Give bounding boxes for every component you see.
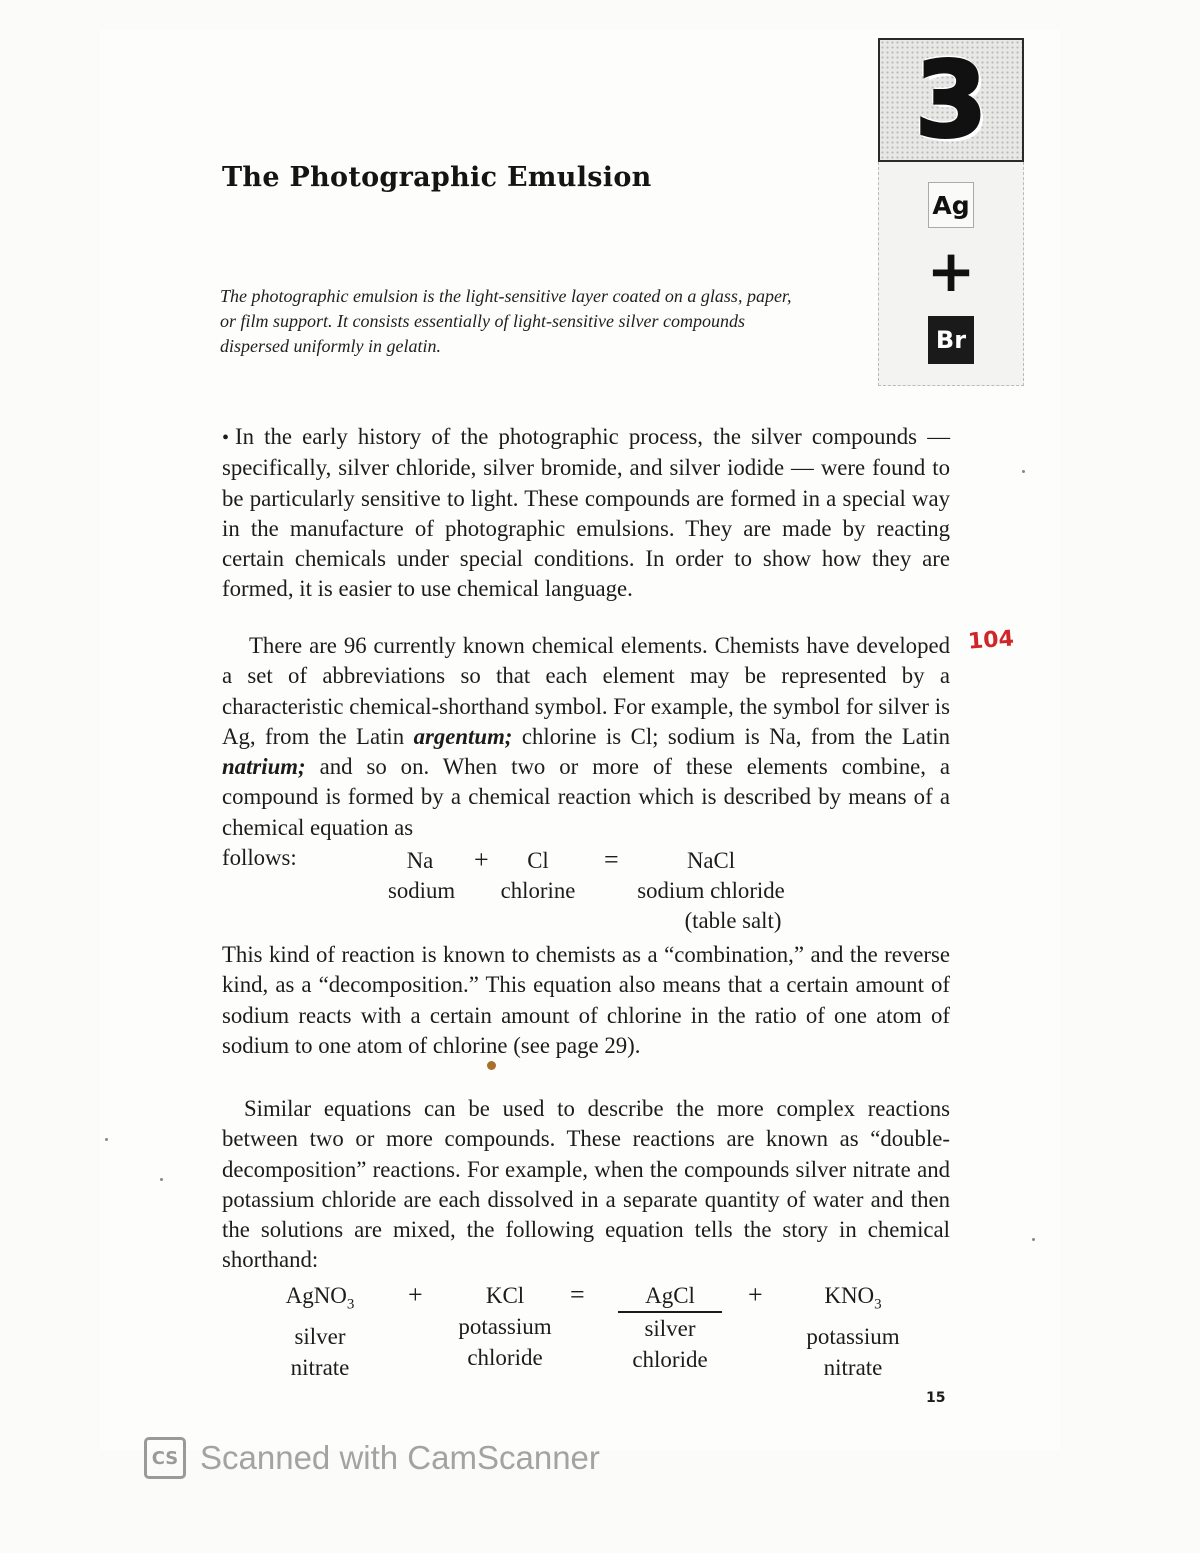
page-number: 15 [926, 1390, 946, 1406]
equation-2-reactant-1 [272, 1280, 368, 1383]
equation-2-product-1 [618, 1280, 722, 1375]
equation-1-reactant-2 [492, 846, 584, 906]
equation-2-kno3-name-2: nitrate [823, 1354, 883, 1380]
element-plus-sign: + [926, 237, 976, 305]
paragraph-3: This kind of reaction is known to chemists as a “combination,” and the reverse kind, as a “decomposition.” This equation also means that a certain amount of sodium reacts with a certain amount of chlorine in the ratio of one atom of sodium to one atom of chlorine (see page 29). [222, 942, 950, 1058]
equation-2-agno3: AgNO [285, 1283, 347, 1308]
equation-2-agcl-name-1: silver [618, 1311, 722, 1344]
bullet-icon: • [222, 427, 230, 449]
equation-1-label: follows: [222, 845, 297, 870]
element-ag-tile: Ag [928, 182, 974, 228]
equation-2-kno3-subscript: 3 [874, 1296, 882, 1313]
equation-2-reactant-2 [446, 1280, 564, 1373]
dust-speck [105, 1138, 108, 1141]
equation-2-plus-1: + [408, 1280, 423, 1309]
equation-2-kcl-name-2: chloride [467, 1345, 543, 1370]
paragraph-1 [222, 422, 950, 605]
paragraph-2-text-c: and so on. When two or more of these elements combine, a compound is formed by a chemical reaction which is described by means of a chemical equation as [222, 754, 950, 840]
equation-1-equals: = [604, 845, 619, 874]
equation-1-product [618, 846, 804, 936]
equation-1-na-name: sodium [388, 878, 456, 903]
paragraph-2-text-a: There are 96 currently known chemical elements. Chemists have developed a set of abbreviations so that each element may be represented by a characteristic chemical-shorthand symbol. For example, the symbol for silver is Ag, from the Latin [222, 633, 950, 749]
camscanner-watermark [144, 1437, 600, 1479]
equation-1-cl: Cl [527, 848, 549, 873]
equation-2-kcl-name-1: potassium [458, 1314, 552, 1339]
dust-speck [1032, 1238, 1035, 1241]
dust-speck [160, 1178, 163, 1181]
equation-1-reactant-1 [388, 846, 456, 906]
equation-2-kno3-name-1: potassium [806, 1323, 900, 1349]
equation-1-nacl: NaCl [686, 848, 736, 873]
paragraph-2-text-b: chlorine is Cl; sodium is Na, from the Latin [512, 723, 950, 749]
equation-2-kcl: KCl [485, 1283, 525, 1308]
equation-1-nacl-name: sodium chloride [637, 878, 785, 903]
element-br-tile: Br [928, 316, 974, 364]
equation-1-cl-name: chlorine [500, 878, 576, 903]
chapter-title: The Photographic Emulsion [222, 162, 652, 193]
equation-2-agcl: AgCl [645, 1283, 695, 1308]
latin-natrium: natrium; [222, 754, 306, 780]
handwritten-margin-note: 104 [967, 626, 1015, 655]
chapter-number: 3 [914, 39, 988, 161]
equation-1-na: Na [406, 848, 434, 873]
equation-2-equals: = [570, 1280, 585, 1309]
equation-2-plus-2: + [748, 1280, 763, 1309]
chapter-number-box [878, 38, 1024, 162]
dust-speck [1022, 470, 1025, 473]
equation-2-agno3-name-2: nitrate [290, 1354, 350, 1380]
equation-2-agno3-subscript: 3 [346, 1296, 355, 1313]
paragraph-1-text: In the early history of the photographic process, the silver compounds — specifically, silver chloride, silver bromide, and silver iodide — were found to be particularly sensitive to light. These compounds are formed in a special way in the manufacture of photographic emulsions. They are made by reacting certain chemicals under special conditions. In order to show how they are formed, it is easier to use chemical language. [222, 424, 950, 602]
latin-argentum: argentum; [413, 723, 513, 749]
equation-1-nacl-note: (table salt) [684, 908, 782, 933]
equation-2-product-2 [794, 1280, 912, 1383]
camscanner-text: Scanned with CamScanner [200, 1439, 600, 1476]
paragraph-4: Similar equations can be used to describe the more complex reactions between two or more compounds. These reactions are known as “double-decomposition” reactions. For example, when the compounds silver nitrate and potassium chloride are each dissolved in a separate quantity of water and then the solutions are mixed, the following equation tells the story in chemical shorthand: [222, 1096, 950, 1273]
equation-2-kno3: KNO [824, 1283, 875, 1308]
equation-2-agcl-name-2: chloride [632, 1347, 708, 1372]
paragraph-2 [222, 631, 950, 843]
chapter-intro: The photographic emulsion is the light-sensitive layer coated on a glass, paper, or film support. It consists essentially of light-sensitive silver compounds dispersed uniformly in gelatin. [220, 286, 792, 356]
equation-2-agno3-name-1: silver [294, 1323, 346, 1349]
camscanner-logo-icon: CS [144, 1437, 186, 1479]
equation-1-plus: + [474, 845, 489, 874]
ink-stain [487, 1061, 496, 1070]
